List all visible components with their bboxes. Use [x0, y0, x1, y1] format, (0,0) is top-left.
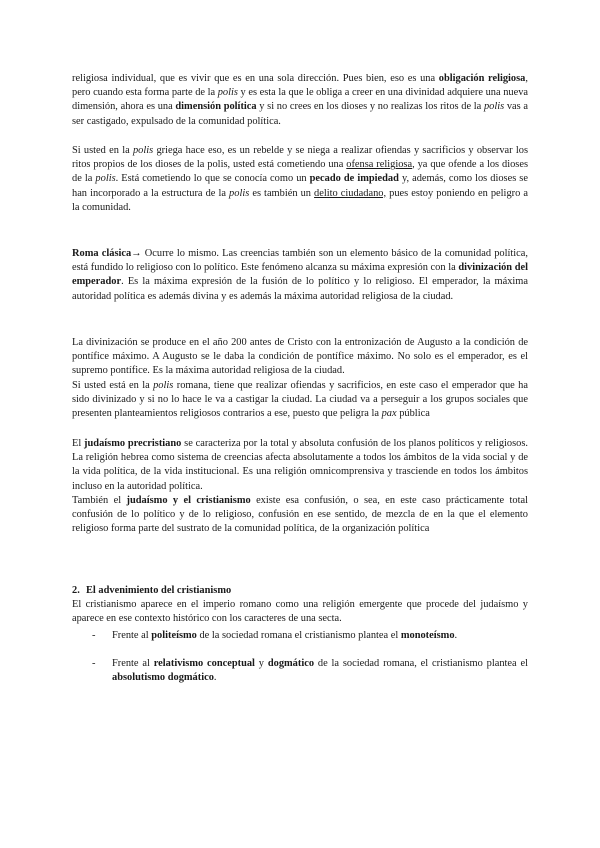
- italic-term: polis: [483, 101, 505, 113]
- bold-term: absolutismo dogmático: [112, 672, 214, 684]
- text: Si usted en la: [72, 145, 133, 156]
- italic-term: polis: [95, 173, 116, 185]
- bold-term: judaísmo y el cristianismo: [126, 494, 251, 506]
- bold-term: pecado de impiedad: [309, 173, 399, 185]
- bold-term: divinización del emperador: [72, 262, 529, 288]
- italic-term: pax: [381, 408, 397, 420]
- text: y si no crees en los dioses y no realizas los ritos de la: [256, 101, 484, 113]
- text: de la sociedad romana, el cristianismo plantea el: [314, 657, 529, 669]
- dash-bullet-icon: -: [92, 657, 96, 669]
- text: pública: [396, 408, 430, 420]
- paragraph-judaism: [72, 437, 528, 536]
- paragraph-greek-polis: [72, 144, 528, 215]
- list-item: [72, 629, 528, 643]
- text: religiosa individual, que es vivir que es en una sola dirección. Pues bien, eso es una: [72, 73, 439, 84]
- underlined-term: ofensa religiosa: [346, 159, 413, 171]
- text: Si usted está en la: [72, 379, 154, 391]
- section-heading: [72, 584, 528, 598]
- text: y: [254, 657, 268, 669]
- paragraph-divinization: [72, 336, 528, 421]
- text: También el: [72, 494, 127, 506]
- text: Frente al: [112, 657, 154, 669]
- arrow-icon: →: [131, 248, 142, 259]
- section-title: El advenimiento del cristianismo: [86, 585, 232, 596]
- text: . Es la máxima expresión de la fusión de lo político y lo religioso. El emperador, la máxima autoridad política es además divina y es además la máxima autoridad religiosa de la ciudad.: [72, 276, 528, 302]
- paragraph-religious-obligation: [72, 72, 528, 129]
- text: griega hace eso, es un rebelde y se niega a realizar ofiendas y sacrificios y observar los ritos propios de los dioses de la polis, usted está cometiendo una: [72, 145, 529, 171]
- text: existe esa confusión, o sea, en este caso prácticamente total confusión de lo político y de lo religioso, confusión en ese sentido, de mezcla de en la que el elemento religioso forma parte del sustrato de la comunidad política, de la organización política: [72, 494, 528, 535]
- bold-term: obligación religiosa: [438, 73, 526, 84]
- italic-term: polis: [153, 379, 174, 391]
- section-2: [72, 584, 528, 685]
- italic-term: polis: [217, 87, 238, 99]
- text: es también un: [249, 187, 315, 199]
- text: , ya que ofende a los dioses de la: [72, 159, 529, 185]
- text: se caracteriza por la total y absoluta confusión de los planos políticos y religiosos. La religión hebrea como sistema de creencias afecta absolutamente a todos los ámbitos de la vida social y de la vida política, de la vida institucional. Es una religión omnicomprensiva y trasciende en todos los ámbitos incluso en la autoridad política.: [72, 438, 528, 492]
- text: , pero cuando esta forma parte de la: [72, 73, 528, 99]
- underlined-term: delito ciudadano,: [314, 187, 387, 199]
- italic-term: polis: [132, 145, 154, 156]
- text: romana, tiene que realizar ofiendas y sacrificios, en este caso el emperador que ha sido divinizado y si no lo hace le va a castigar la ciudad. La ciudad va a perseguir a los grupos sociales que presenten planteamientos religiosos contrarios a ese, puesto que peligra la: [72, 379, 528, 420]
- bold-term: judaísmo precristiano: [84, 438, 182, 449]
- bold-term: dimensión política: [175, 101, 257, 113]
- text: El cristianismo aparece en el imperio romano como una religión emergente que procede del judaísmo y aparece en ese contexto histórico con los caracteres de una secta.: [72, 599, 528, 625]
- dash-bullet-icon: -: [92, 629, 96, 641]
- text: .: [213, 672, 217, 684]
- text: .: [454, 629, 458, 641]
- bold-term: relativismo conceptual: [153, 657, 255, 669]
- text: . Está cometiendo lo que se conocía como un: [115, 173, 310, 185]
- text: El: [72, 438, 85, 449]
- section-number: 2.: [72, 585, 80, 596]
- text: y es esta la que le obliga a creer en una divinidad adquiere una nueva dimensión, ahora es una: [72, 87, 528, 113]
- text: La divinización se produce en el año 200 antes de Cristo con la entronización de Augusto a la condición de pontífice máximo. A Augusto se le daba la condición de pontífice máximo. No solo es el emperador, es el supremo pontífice. Es la máxima autoridad religiosa de la ciudad.: [72, 337, 528, 377]
- text: y, además, como los dioses se han incorporado a la estructura de la: [72, 173, 528, 199]
- text: pues estoy poniendo en peligro a la comunidad.: [72, 187, 528, 213]
- italic-term: polis: [229, 187, 250, 199]
- text: vas a ser castigado, expulsado de la comunidad política.: [72, 101, 528, 127]
- text: de la sociedad romana el cristianismo plantea el: [196, 629, 401, 641]
- bold-term: politeísmo: [151, 629, 197, 641]
- bold-term: dogmático: [267, 657, 315, 669]
- text: Frente al: [112, 629, 152, 641]
- list-item: [72, 657, 528, 685]
- bold-term: monoteísmo: [400, 629, 455, 641]
- paragraph-roma-clasica: [72, 247, 528, 304]
- text: Ocurre lo mismo. Las creencias también son un elemento básico de la comunidad política, está fundido lo religioso con lo político. Este fenómeno alcanza su máxima expresión con la: [72, 248, 528, 274]
- bold-term: Roma clásica: [72, 248, 132, 259]
